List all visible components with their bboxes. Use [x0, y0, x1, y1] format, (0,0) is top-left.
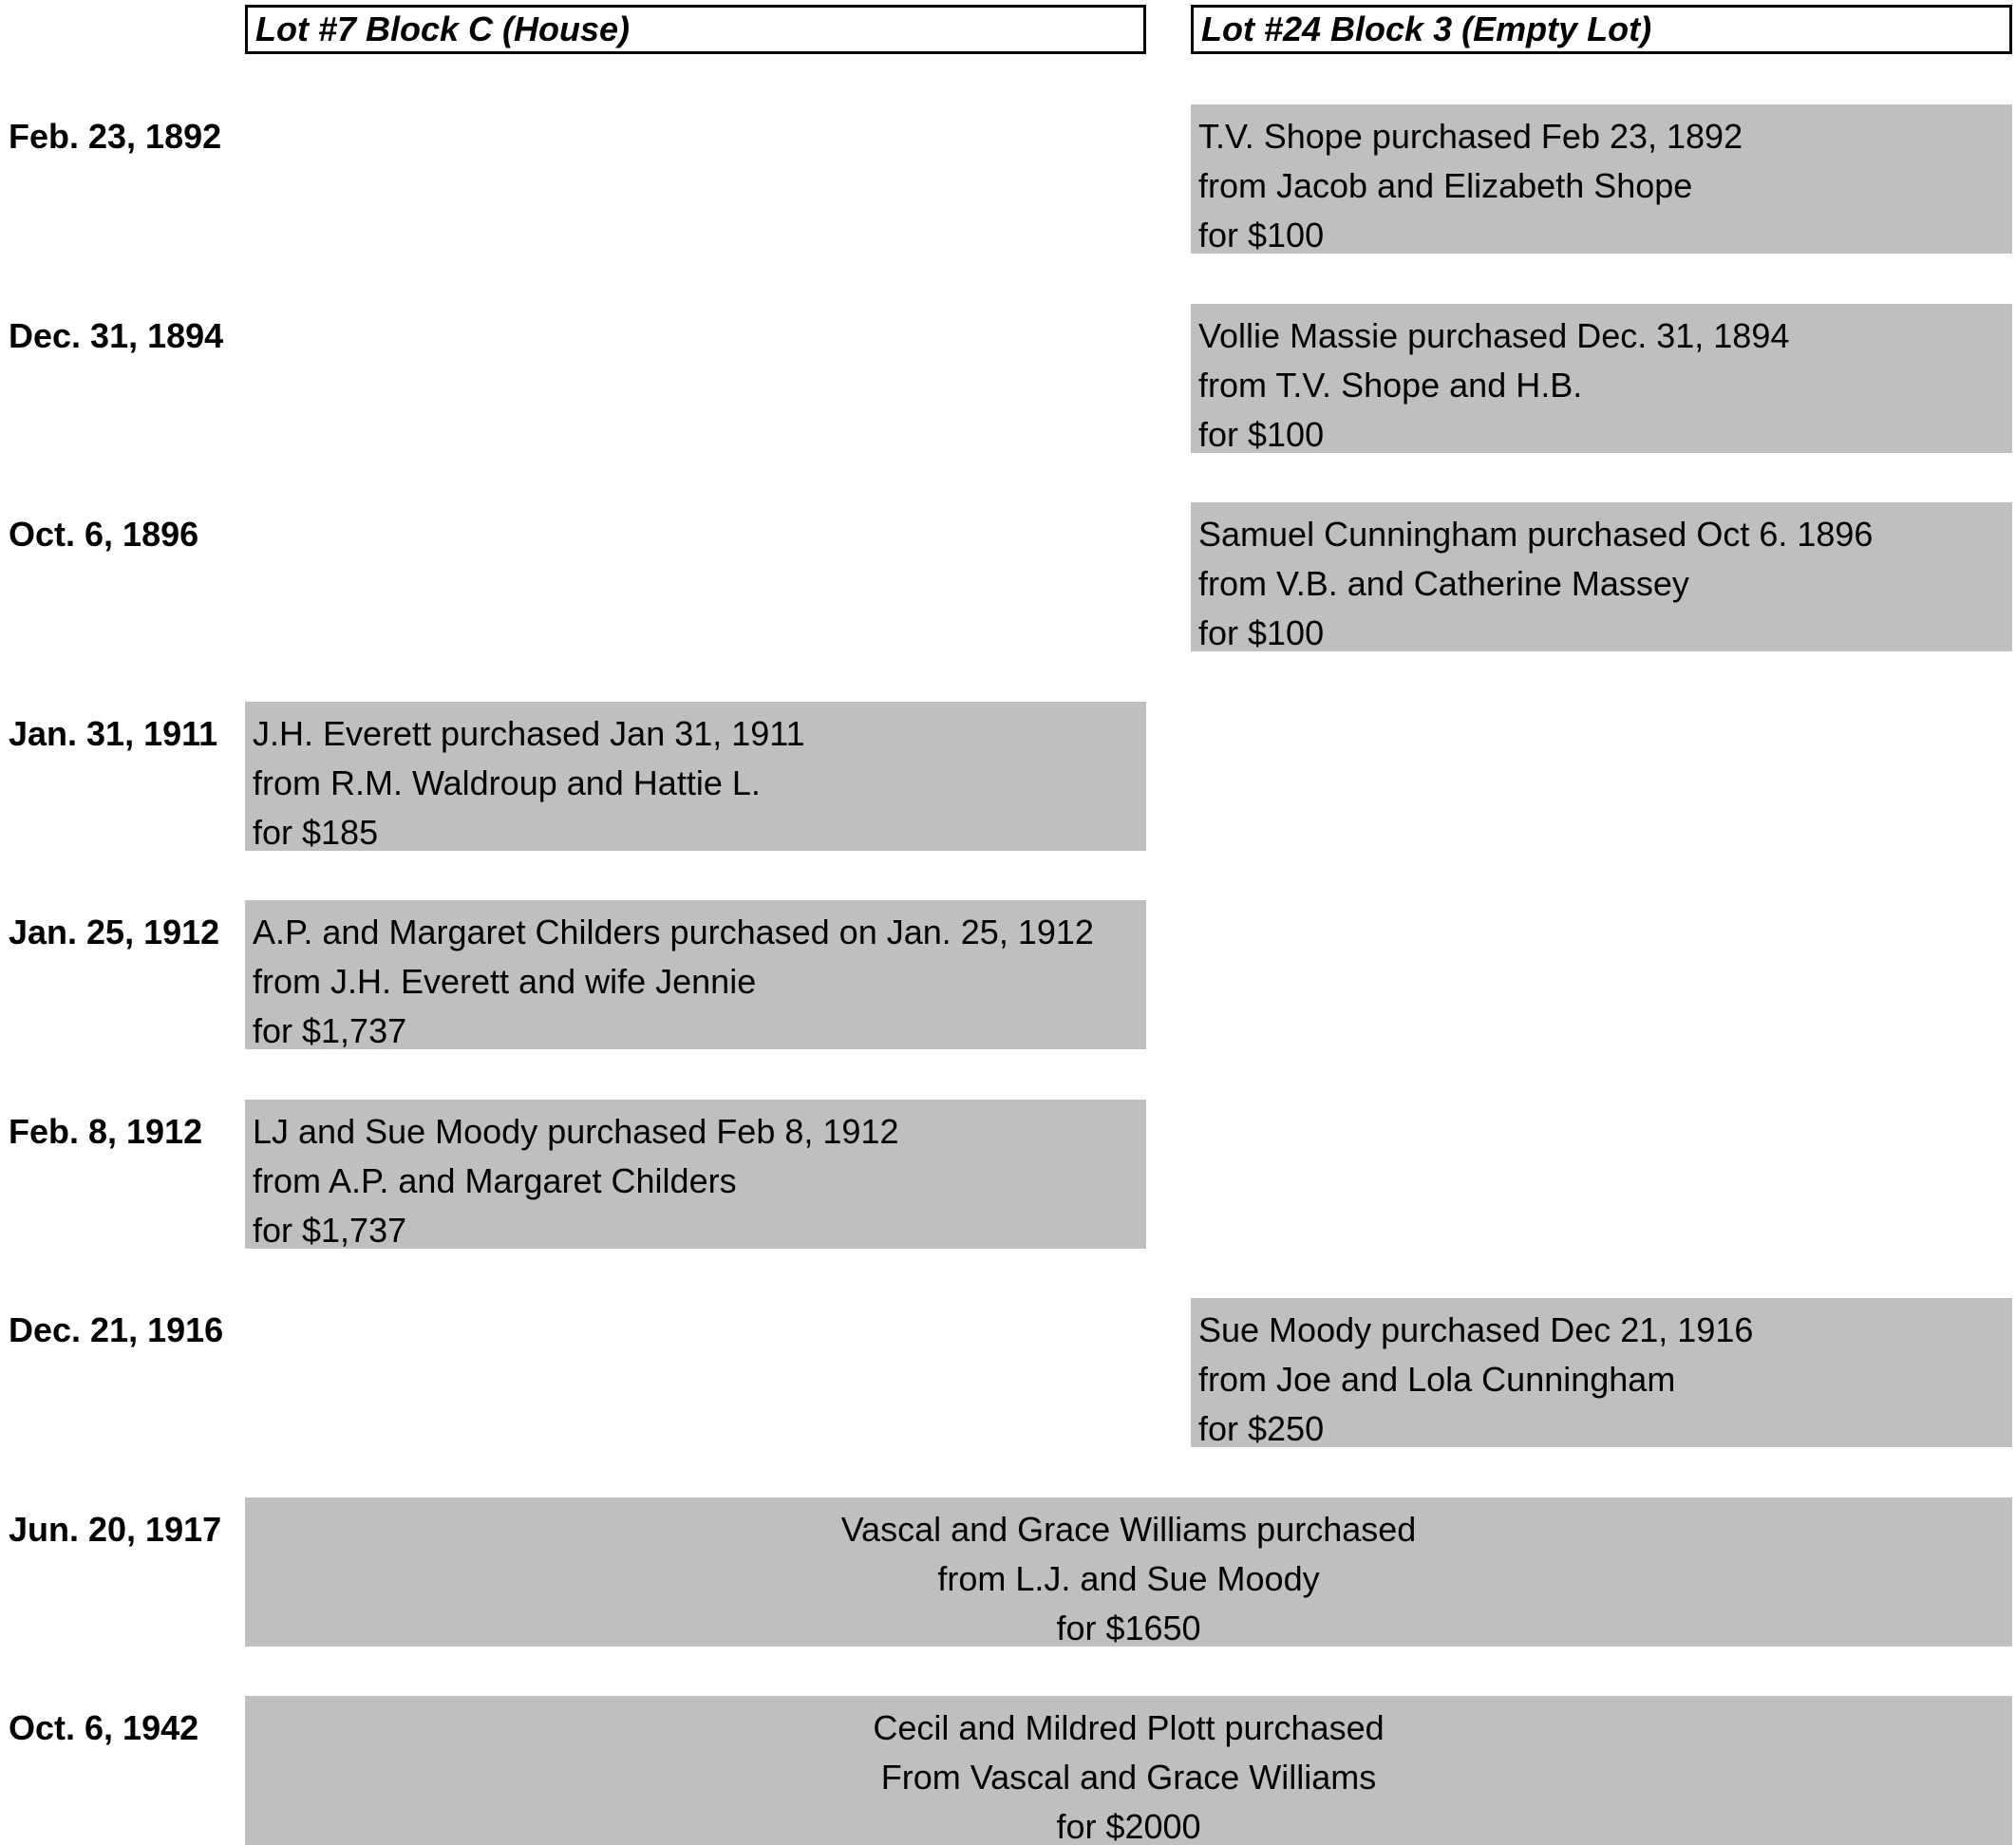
purchase-record-line: for $1650: [1056, 1609, 1201, 1647]
purchase-record-box: [245, 1696, 2012, 1845]
purchase-record-line: from Joe and Lola Cunningham: [1198, 1360, 1676, 1399]
purchase-record-line: from Jacob and Elizabeth Shope: [1198, 166, 1693, 205]
purchase-record-box: [1191, 104, 2012, 254]
header-lot24-empty-lot: Lot #24 Block 3 (Empty Lot): [1191, 5, 2012, 54]
purchase-record-line: from T.V. Shope and H.B.: [1198, 366, 1583, 405]
purchase-record-line: LJ and Sue Moody purchased Feb 8, 1912: [253, 1112, 899, 1151]
purchase-record-line: from L.J. and Sue Moody: [937, 1559, 1320, 1598]
purchase-record-box: [1191, 1298, 2012, 1447]
purchase-record-line: for $1,737: [253, 1211, 407, 1249]
row-date: Feb. 8, 1912: [9, 1112, 203, 1151]
purchase-record-line: for $2000: [1056, 1807, 1201, 1845]
purchase-record-line: for $100: [1198, 613, 1325, 651]
purchase-record-line: from J.H. Everett and wife Jennie: [253, 962, 757, 1001]
purchase-record-line: from A.P. and Margaret Childers: [253, 1161, 737, 1200]
purchase-record-line: Cecil and Mildred Plott purchased: [873, 1708, 1385, 1747]
timeline-row: [0, 702, 2016, 851]
purchase-record-line: Samuel Cunningham purchased Oct 6. 1896: [1198, 515, 1874, 554]
purchase-record-line: for $1,737: [253, 1011, 407, 1049]
purchase-record-line: T.V. Shope purchased Feb 23, 1892: [1198, 117, 1743, 156]
row-date: Jan. 31, 1911: [9, 714, 218, 753]
purchase-record-box: [1191, 304, 2012, 453]
purchase-record-box: [245, 900, 1146, 1049]
timeline-row: [0, 502, 2016, 651]
purchase-record-box: [1191, 502, 2012, 651]
purchase-record-line: for $185: [253, 813, 379, 851]
row-date: Oct. 6, 1896: [9, 515, 199, 554]
purchase-record-line: Vollie Massie purchased Dec. 31, 1894: [1198, 316, 1790, 355]
purchase-record-line: A.P. and Margaret Childers purchased on Jan. 25, 1912: [253, 913, 1094, 951]
timeline-row: [0, 1696, 2016, 1845]
purchase-record-box: [245, 1497, 2012, 1647]
purchase-record-line: From Vascal and Grace Williams: [880, 1758, 1377, 1797]
row-date: Dec. 31, 1894: [9, 316, 224, 355]
timeline-row: [0, 1497, 2016, 1647]
row-date: Feb. 23, 1892: [9, 117, 222, 156]
purchase-record-box: [245, 1100, 1146, 1249]
header-lot7-house: Lot #7 Block C (House): [245, 5, 1146, 54]
purchase-record-line: for $100: [1198, 415, 1325, 453]
purchase-record-line: from R.M. Waldroup and Hattie L.: [253, 763, 761, 802]
purchase-record-box: [245, 702, 1146, 851]
purchase-record-line: J.H. Everett purchased Jan 31, 1911: [253, 714, 805, 753]
purchase-record-line: Sue Moody purchased Dec 21, 1916: [1198, 1310, 1754, 1349]
row-date: Jun. 20, 1917: [9, 1510, 222, 1549]
purchase-record-line: for $250: [1198, 1409, 1325, 1447]
timeline-row: [0, 1298, 2016, 1447]
timeline-row: [0, 304, 2016, 453]
row-date: Oct. 6, 1942: [9, 1708, 199, 1747]
purchase-record-line: from V.B. and Catherine Massey: [1198, 564, 1689, 603]
row-date: Jan. 25, 1912: [9, 913, 220, 951]
timeline-row: [0, 900, 2016, 1049]
row-date: Dec. 21, 1916: [9, 1310, 224, 1349]
purchase-record-line: Vascal and Grace Williams purchased: [840, 1510, 1417, 1549]
timeline-row: [0, 1100, 2016, 1249]
timeline-row: [0, 104, 2016, 254]
purchase-record-line: for $100: [1198, 216, 1325, 254]
